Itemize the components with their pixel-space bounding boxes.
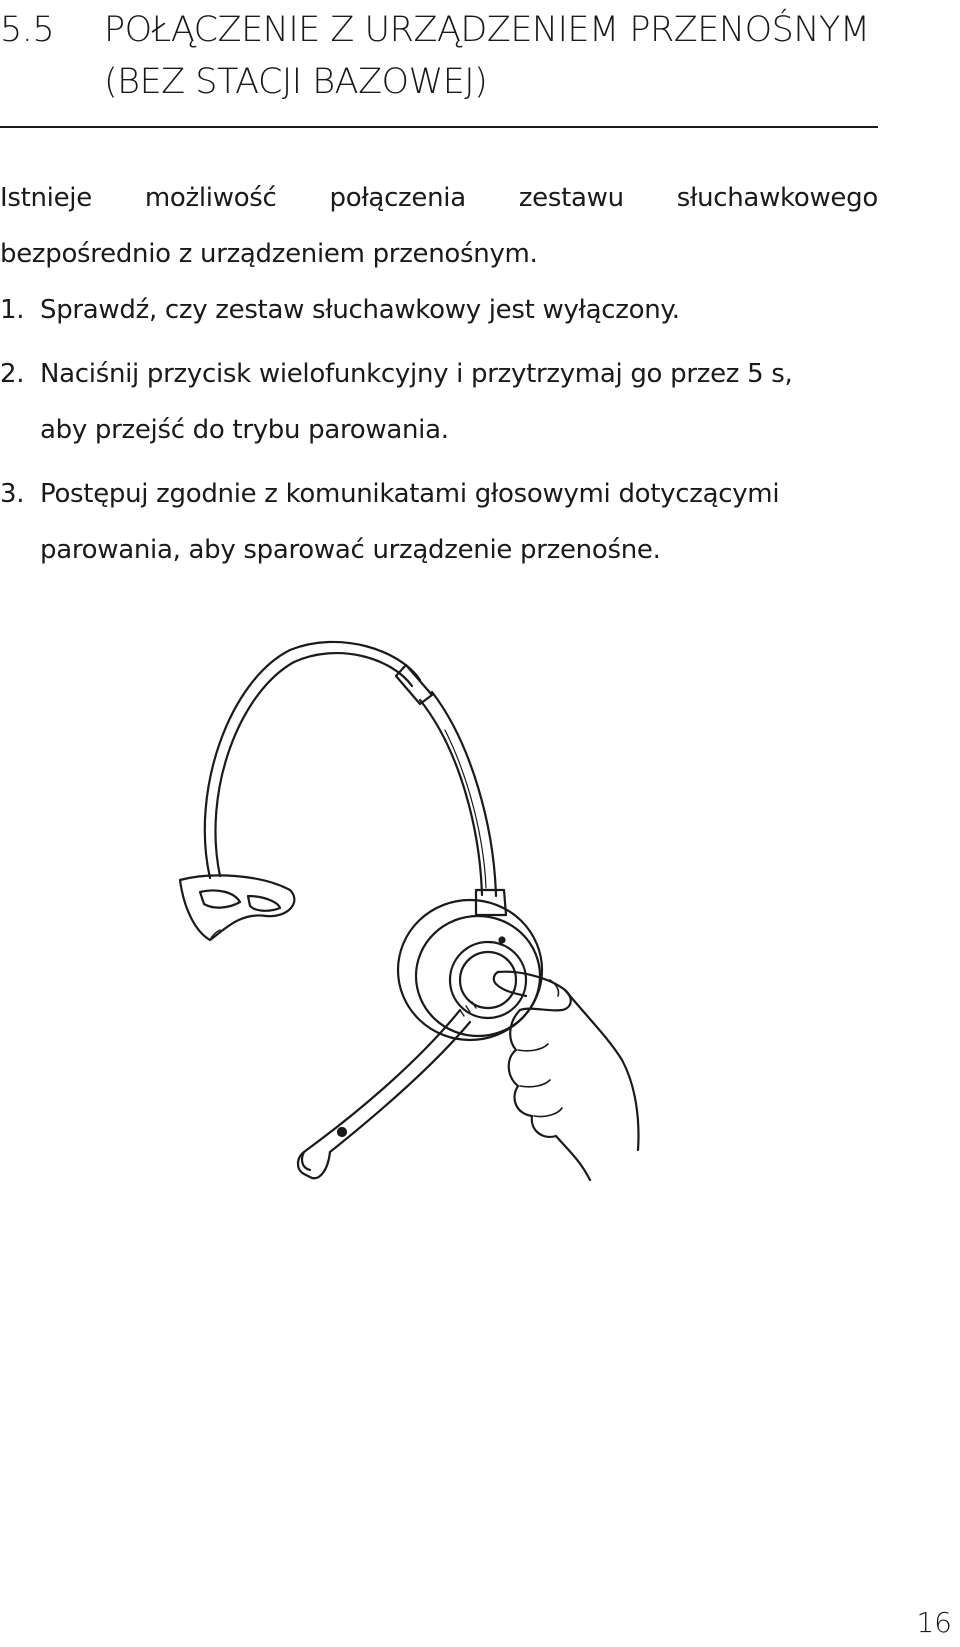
step-text-line: aby przejść do trybu parowania.: [40, 415, 449, 445]
page-number: 16: [916, 1606, 952, 1639]
step-text-line: Naciśnij przycisk wielofunkcyjny i przytrzymaj go przez 5 s,: [40, 359, 793, 389]
hand-icon: [494, 972, 639, 1180]
step-text-line: Sprawdź, czy zestaw słuchawkowy jest wyłączony.: [40, 295, 680, 325]
section-title-line-2: (BEZ STACJI BAZOWEJ): [104, 62, 488, 102]
intro-line-2: bezpośrednio z urządzeniem przenośnym.: [0, 239, 538, 269]
instructions: [0, 170, 880, 578]
step-text-line: Postępuj zgodnie z komunikatami głosowymi dotyczącymi: [40, 479, 780, 509]
earpiece: [398, 900, 542, 1040]
step-text-line: parowania, aby sparować urządzenie przenośne.: [40, 535, 661, 565]
step-number: 2.: [0, 359, 25, 389]
section-title: [104, 4, 884, 108]
intro-word: możliwość: [144, 183, 277, 213]
step-3: [0, 466, 880, 578]
step-2: [0, 346, 880, 458]
step-number: 3.: [0, 479, 25, 509]
headset-pairing-illustration: [170, 640, 690, 1260]
temple-pad: [180, 875, 294, 940]
intro-line-1: [0, 170, 878, 226]
step-1: [0, 282, 880, 338]
headband: [205, 642, 506, 915]
section-title-line-1: POŁĄCZENIE Z URZĄDZENIEM PRZENOŚNYM: [104, 10, 870, 50]
step-number: 1.: [0, 295, 25, 325]
intro-word: słuchawkowego: [676, 183, 878, 213]
intro-word: Istnieje: [0, 183, 92, 213]
intro-word: zestawu: [518, 183, 624, 213]
intro-word: połączenia: [329, 183, 466, 213]
heading-divider: [0, 126, 878, 128]
section-number: 5.5: [0, 10, 55, 50]
